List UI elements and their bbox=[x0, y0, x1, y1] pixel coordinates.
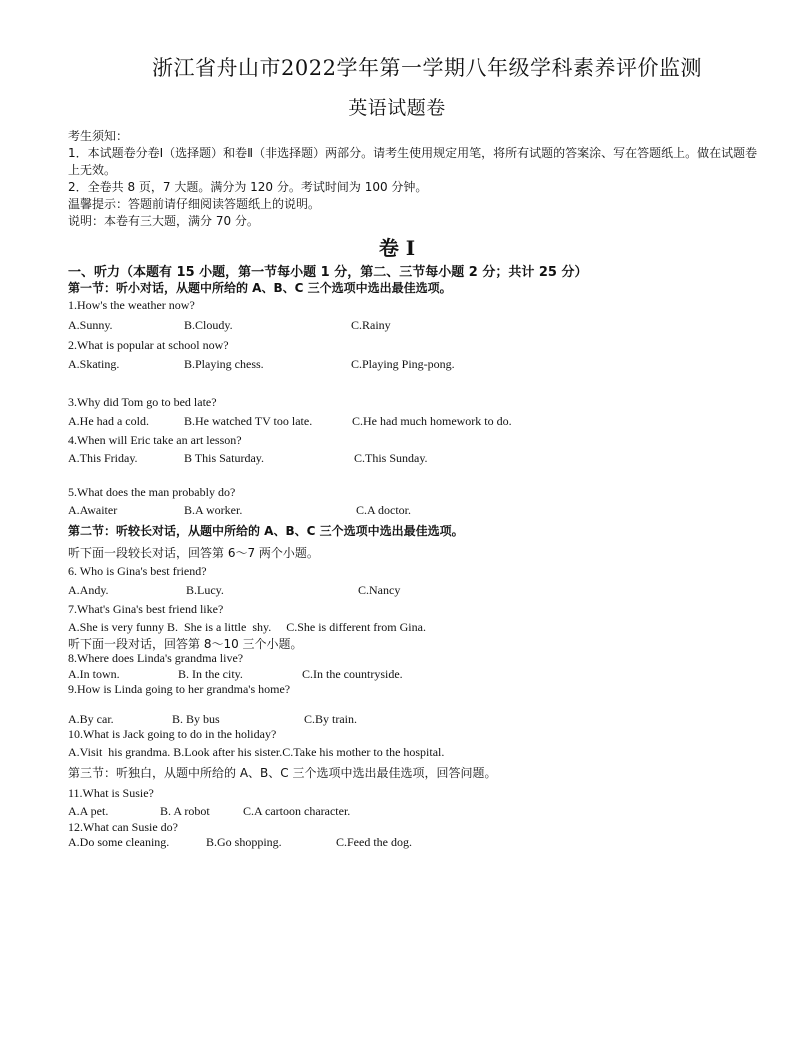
q9-option-c: C.By train. bbox=[304, 712, 357, 726]
q8-option-a: A.In town. bbox=[68, 667, 120, 681]
q1-option-a: A.Sunny. bbox=[68, 318, 113, 332]
q2-option-b: B.Playing chess. bbox=[184, 357, 264, 371]
question-1: 1.How's the weather now? bbox=[68, 298, 195, 312]
question-6: 6. Who is Gina's best friend? bbox=[68, 564, 207, 578]
q11-option-a: A.A pet. bbox=[68, 804, 109, 818]
question-4: 4.When will Eric take an art lesson? bbox=[68, 433, 242, 447]
question-3: 3.Why did Tom go to bed late? bbox=[68, 395, 217, 409]
question-7: 7.What's Gina's best friend like? bbox=[68, 602, 224, 616]
question-5: 5.What does the man probably do? bbox=[68, 485, 236, 499]
question-10: 10.What is Jack going to do in the holiday? bbox=[68, 727, 277, 741]
question-9: 9.How is Linda going to her grandma's home? bbox=[68, 682, 291, 696]
question-8: 8.Where does Linda's grandma live? bbox=[68, 651, 244, 665]
q8-option-c: C.In the countryside. bbox=[302, 667, 403, 681]
notice-header: 考生须知： bbox=[68, 129, 129, 143]
q4-option-a: A.This Friday. bbox=[68, 451, 138, 465]
question-2: 2.What is popular at school now? bbox=[68, 338, 229, 352]
q2-option-c: C.Playing Ping-pong. bbox=[351, 357, 455, 371]
q6-option-c: C.Nancy bbox=[358, 583, 401, 597]
notice-note: 说明：本卷有三大题，满分 70 分。 bbox=[68, 214, 259, 228]
part2-intro-b: 听下面一段对话，回答第 8～10 三个小题。 bbox=[68, 637, 303, 651]
part1-heading: 第一节：听小对话，从题中所给的 A、B、C 三个选项中选出最佳选项。 bbox=[68, 281, 452, 295]
q6-option-a: A.Andy. bbox=[68, 583, 109, 597]
q12-option-a: A.Do some cleaning. bbox=[68, 835, 170, 849]
q1-option-b: B.Cloudy. bbox=[184, 318, 233, 332]
part3-heading: 第三节：听独白，从题中所给的 A、B、C 三个选项中选出最佳选项，回答问题。 bbox=[68, 766, 497, 780]
volume-label: 卷 I bbox=[378, 236, 416, 260]
q11-option-b: B. A robot bbox=[160, 804, 210, 818]
q1-option-c: C.Rainy bbox=[351, 318, 391, 332]
q7-options: A.She is very funny B. She is a little shy. C.She is different from Gina. bbox=[68, 620, 426, 634]
q12-option-c: C.Feed the dog. bbox=[336, 835, 412, 849]
q5-option-c: C.A doctor. bbox=[356, 503, 412, 517]
q9-option-a: A.By car. bbox=[68, 712, 114, 726]
notice-tip: 温馨提示：答题前请仔细阅读答题纸上的说明。 bbox=[68, 197, 321, 211]
q3-option-b: B.He watched TV too late. bbox=[184, 414, 313, 428]
q10-options: A.Visit his grandma. B.Look after his sister.C.Take his mother to the hospital. bbox=[68, 745, 445, 759]
exam-title: 浙江省舟山市2022学年第一学期八年级学科素养评价监测 bbox=[152, 56, 702, 80]
exam-subtitle: 英语试题卷 bbox=[348, 97, 446, 119]
question-12: 12.What can Susie do? bbox=[68, 820, 178, 834]
q5-option-b: B.A worker. bbox=[184, 503, 243, 517]
q8-option-b: B. In the city. bbox=[178, 667, 243, 681]
q11-option-c: C.A cartoon character. bbox=[243, 804, 351, 818]
q2-option-a: A.Skating. bbox=[68, 357, 120, 371]
q6-option-b: B.Lucy. bbox=[186, 583, 224, 597]
notice-item-2: 2．全卷共 8 页，7 大题。满分为 120 分。考试时间为 100 分钟。 bbox=[68, 180, 428, 194]
q3-option-c: C.He had much homework to do. bbox=[352, 414, 512, 428]
part2-intro-a: 听下面一段较长对话，回答第 6～7 两个小题。 bbox=[68, 546, 319, 560]
notice-item-1: 1．本试题卷分卷Ⅰ（选择题）和卷Ⅱ（非选择题）两部分。请考生使用规定用笔，将所有试题的答案涂、写在答题纸上。做在试题卷上无效。 bbox=[68, 146, 758, 177]
q3-option-a: A.He had a cold. bbox=[68, 414, 149, 428]
question-11: 11.What is Susie? bbox=[68, 786, 154, 800]
q12-option-b: B.Go shopping. bbox=[206, 835, 282, 849]
q5-option-a: A.Awaiter bbox=[68, 503, 118, 517]
q9-option-b: B. By bus bbox=[172, 712, 220, 726]
section-heading: 一、听力（本题有 15 小题，第一节每小题 1 分，第二、三节每小题 2 分；共计 25 分） bbox=[68, 265, 588, 280]
q4-option-b: B This Saturday. bbox=[184, 451, 264, 465]
q4-option-c: C.This Sunday. bbox=[354, 451, 428, 465]
part2-heading: 第二节：听较长对话，从题中所给的 A、B、C 三个选项中选出最佳选项。 bbox=[68, 524, 464, 538]
